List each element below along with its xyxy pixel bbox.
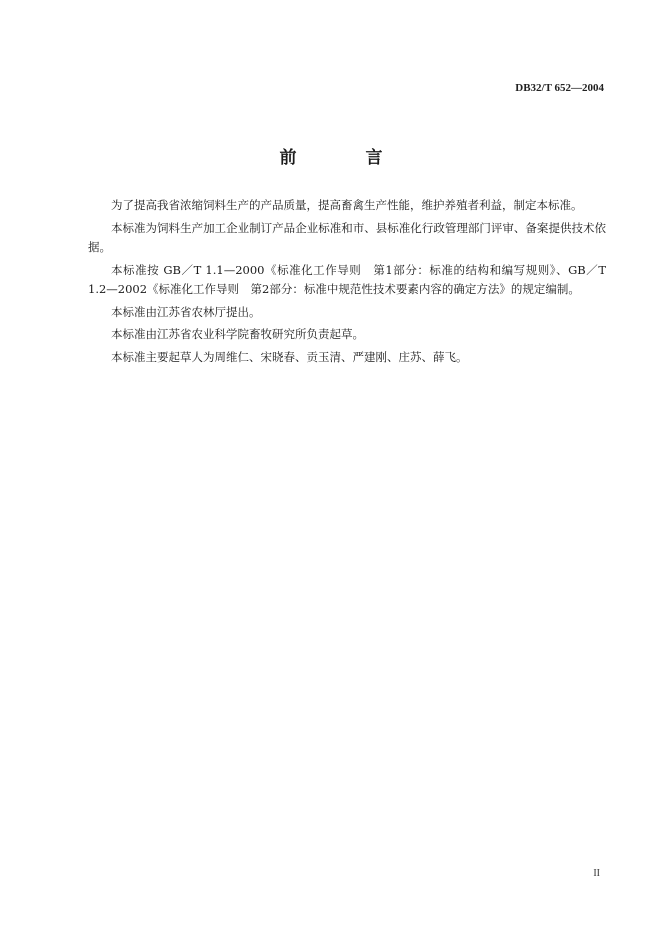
paragraph: 为了提高我省浓缩饲料生产的产品质量，提高畜禽生产性能，维护养殖者利益，制定本标准。 (111, 198, 583, 212)
page-number: II (593, 868, 600, 879)
page-title: 前 言 (279, 148, 409, 168)
paragraph: 本标准按 GB／T 1.1—2000《标准化工作导则 第1部分：标准的结构和编写规则》、GB／T 1.2—2002《标准化工作导则 第2部分：标准中规范性技术要素内容的确定方法》的规定编制。 (88, 262, 606, 296)
paragraph: 本标准主要起草人为周维仁、宋晓春、贡玉清、严建刚、庄苏、薛飞。 (111, 349, 468, 364)
foreword-body (88, 196, 606, 370)
paragraph: 本标准由江苏省农林厅提出。 (111, 304, 261, 319)
paragraph: 本标准由江苏省农业科学院畜牧研究所负责起草。 (111, 327, 364, 341)
paragraph: 本标准为饲料生产加工企业制订产品企业标准和市、县标准化行政管理部门评审、备案提供技术依据。 (88, 220, 606, 254)
standard-code: DB32/T 652—2004 (515, 82, 604, 94)
